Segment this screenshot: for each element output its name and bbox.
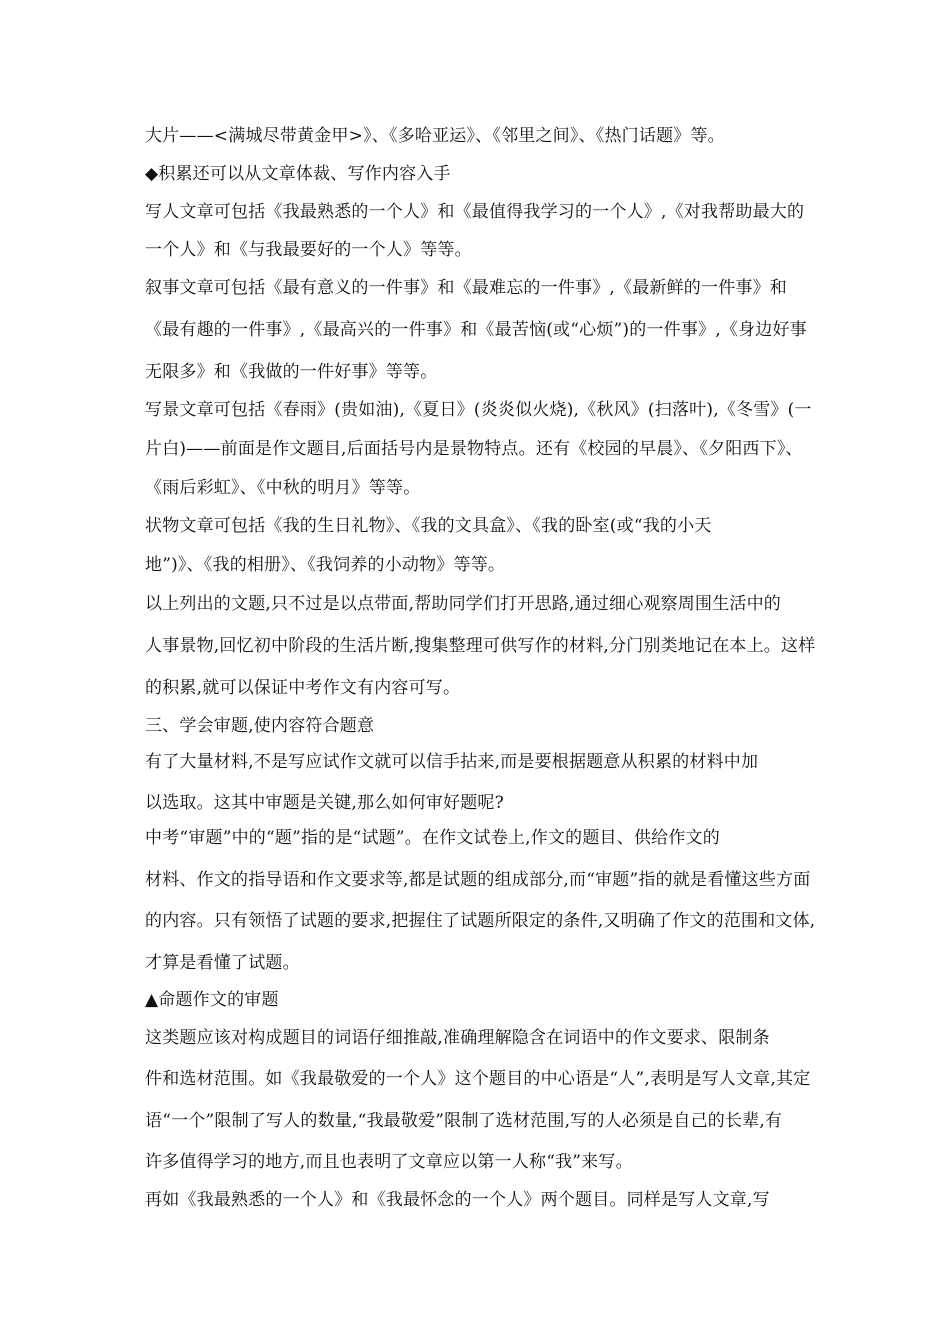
text-line-15: 的积累,就可以保证中考作文有内容可写。: [145, 678, 461, 698]
text-line-8: 写景文章可包括《春雨》(贵如油),《夏日》(炎炎似火烧),《秋风》(扫落叶),《冬雪》(一: [145, 400, 812, 420]
text-line-14: 人事景物,回忆初中阶段的生活片断,搜集整理可供写作的材料,分门别类地记在本上。这样: [145, 636, 816, 656]
text-line-27: 许多值得学习的地方,而且也表明了文章应以第一人称“我”来写。: [145, 1152, 633, 1172]
text-line-16: 三、学会审题,使内容符合题意: [145, 716, 375, 736]
text-line-18: 以选取。这其中审题是关键,那么如何审好题呢?: [145, 793, 504, 813]
text-line-12: 地”)》、《我的相册》、《我饲养的小动物》等等。: [145, 555, 506, 575]
text-line-13: 以上列出的文题,只不过是以点带面,帮助同学们打开思路,通过细心观察周围生活中的: [145, 594, 782, 614]
text-line-20: 材料、作文的指导语和作文要求等,都是试题的组成部分,而“审题”指的就是看懂这些方面: [145, 870, 811, 890]
text-line-19: 中考“审题”中的“题”指的是“试题”。在作文试卷上,作文的题目、供给作文的: [145, 828, 720, 848]
text-line-3: 写人文章可包括《我最熟悉的一个人》和《最值得我学习的一个人》,《对我帮助最大的: [145, 202, 805, 222]
text-line-22: 才算是看懂了试题。: [145, 953, 300, 973]
text-line-28: 再如《我最熟悉的一个人》和《我最怀念的一个人》两个题目。同样是写人文章,写: [145, 1190, 770, 1210]
text-line-21: 的内容。只有领悟了试题的要求,把握住了试题所限定的条件,又明确了作文的范围和文体,: [145, 911, 816, 931]
text-line-6: 《最有趣的一件事》,《最高兴的一件事》和《最苦恼(或“心烦”)的一件事》,《身边好事: [145, 320, 807, 340]
text-line-4: 一个人》和《与我最要好的一个人》等等。: [145, 240, 472, 260]
text-line-25: 件和选材范围。如《我最敬爱的一个人》这个题目的中心语是“人”,表明是写人文章,其定: [145, 1069, 811, 1089]
text-line-1: 大片——<满城尽带黄金甲>》、《多哈亚运》、《邻里之间》、《热门话题》等。: [145, 126, 725, 146]
text-line-10: 《雨后彩虹》、《中秋的明月》等等。: [145, 478, 421, 498]
text-line-24: 这类题应该对构成题目的词语仔细推敲,准确理解隐含在词语中的作文要求、限制条: [145, 1028, 770, 1048]
text-line-23: ▲命题作文的审题: [145, 990, 279, 1010]
text-line-5: 叙事文章可包括《最有意义的一件事》和《最难忘的一件事》,《最新鲜的一件事》和: [145, 278, 788, 298]
text-line-17: 有了大量材料,不是写应试作文就可以信手拈来,而是要根据题意从积累的材料中加: [145, 752, 759, 772]
text-line-7: 无限多》和《我做的一件好事》等等。: [145, 362, 438, 382]
text-line-26: 语“一个”限制了写人的数量,“我最敬爱”限制了选材范围,写的人必须是自己的长辈,有: [145, 1111, 783, 1131]
text-line-9: 片白)——前面是作文题目,后面括号内是景物特点。还有《校园的早晨》、《夕阳西下》、: [145, 439, 803, 459]
text-line-2: ◆积累还可以从文章体裁、写作内容入手: [145, 164, 451, 184]
text-line-11: 状物文章可包括《我的生日礼物》、《我的文具盒》、《我的卧室(或“我的小天: [145, 516, 712, 536]
